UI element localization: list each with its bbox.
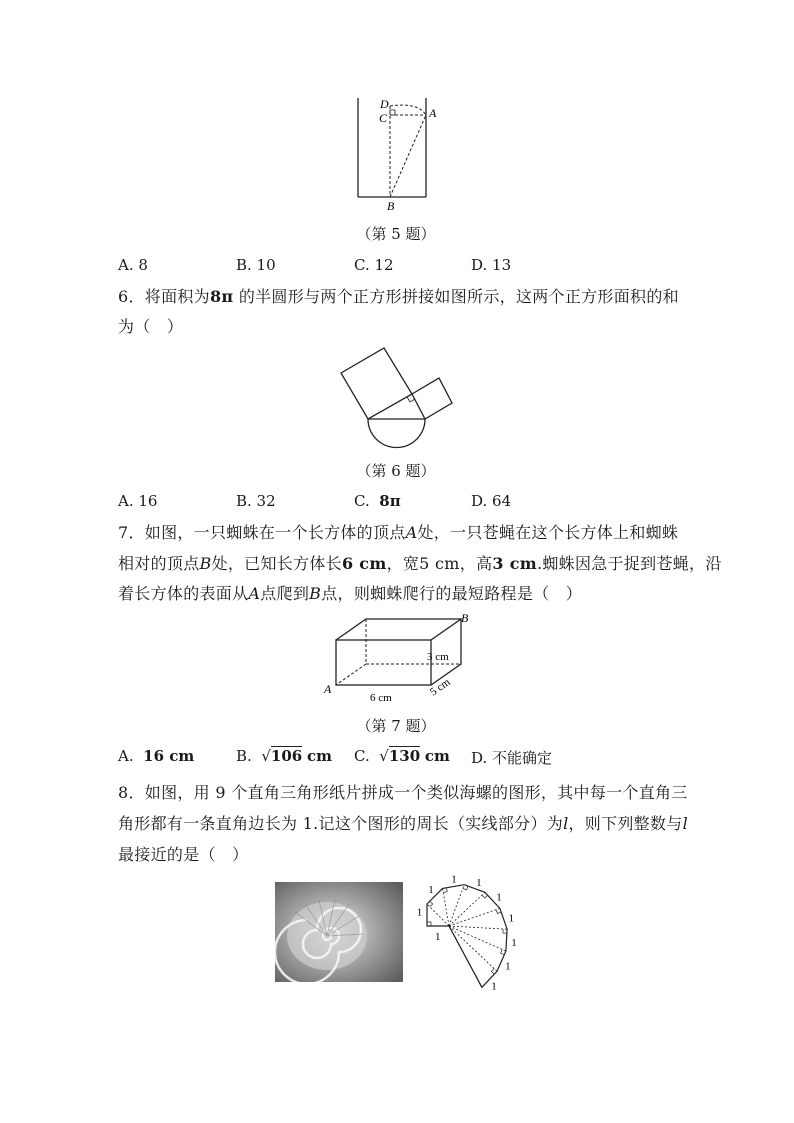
q7-option-b-radicand: 106 bbox=[270, 747, 303, 765]
q7-label-B: B bbox=[461, 611, 469, 625]
q8-var-l: l bbox=[563, 814, 569, 833]
q7-text-e: ，宽 bbox=[386, 554, 420, 573]
q5-figure bbox=[340, 92, 450, 217]
q7-option-c-unit: cm bbox=[424, 747, 450, 765]
spiral-edge-label: 1 bbox=[505, 960, 511, 973]
spiral-edge-label: 1 bbox=[511, 937, 517, 950]
q7-var-B2: B bbox=[309, 584, 322, 603]
q7-text-i: 点爬到 bbox=[260, 584, 310, 603]
q7-figure bbox=[320, 610, 480, 705]
q5-label-D: D bbox=[380, 97, 389, 111]
spiral-radius bbox=[449, 892, 485, 926]
q6-stem-line2: 为（ ） bbox=[118, 317, 184, 336]
q7-option-b-label: B. bbox=[236, 747, 252, 765]
q5-label-A: A bbox=[429, 106, 437, 120]
q7-option-b bbox=[236, 747, 332, 765]
q7-var-A: A bbox=[405, 523, 418, 542]
spiral-radius bbox=[449, 908, 500, 926]
spiral-edge-label: 1 bbox=[496, 891, 502, 904]
spiral-edge-label: 1 bbox=[428, 884, 434, 896]
spiral-radius bbox=[449, 926, 507, 929]
q7-stem-line3 bbox=[118, 581, 582, 604]
q7-text-j: 点，则蜘蛛爬行的最短路程是（ ） bbox=[321, 584, 583, 603]
q7-width: 5 cm bbox=[419, 554, 460, 573]
q7-option-a-value: 16 cm bbox=[143, 747, 195, 765]
q7-option-a-label: A. bbox=[118, 747, 134, 765]
q7-option-b-unit: cm bbox=[307, 747, 333, 765]
q7-option-c bbox=[354, 747, 450, 765]
q7-text-g: .蜘蛛因急于捉到苍蝇，沿 bbox=[536, 554, 722, 573]
sqrt-icon: √ bbox=[261, 747, 271, 765]
q6-stem-line1 bbox=[118, 284, 679, 307]
right-angle-mark bbox=[503, 929, 507, 933]
q7-option-d: D. 不能确定 bbox=[471, 749, 553, 767]
spiral-radius bbox=[449, 926, 497, 971]
spiral-radius bbox=[443, 888, 449, 926]
q7-height: 3 cm bbox=[492, 554, 537, 573]
q7-option-a bbox=[118, 747, 194, 765]
right-angle-mark bbox=[482, 895, 488, 898]
q7-stem-line1 bbox=[118, 520, 678, 543]
q7-text-f: ，高 bbox=[459, 554, 493, 573]
right-angle-mark bbox=[491, 969, 494, 975]
q8-stem-line3: 最接近的是（ ） bbox=[118, 845, 249, 864]
q7-label-width: 5 cm bbox=[427, 676, 453, 699]
q7-caption: （第 7 题） bbox=[356, 717, 436, 735]
q5-label-C: C bbox=[379, 111, 388, 125]
q6-caption: （第 6 题） bbox=[356, 462, 436, 480]
q7-stem-line2 bbox=[118, 551, 722, 574]
q7-label-length: 6 cm bbox=[370, 692, 392, 704]
spiral-edge-label: 1 bbox=[435, 931, 441, 943]
spiral-radius bbox=[427, 904, 449, 926]
q7-length: 6 cm bbox=[341, 554, 387, 573]
q8-spiral-figure bbox=[405, 868, 535, 998]
q6-option-a: A. 16 bbox=[118, 492, 158, 510]
q7-option-c-radicand: 130 bbox=[388, 747, 421, 765]
q5-caption: （第 5 题） bbox=[356, 225, 436, 243]
q7-var-B: B bbox=[199, 554, 212, 573]
spiral-edge-label: 1 bbox=[476, 876, 482, 889]
q6-option-c-value: 8π bbox=[379, 492, 401, 510]
q5-option-b: B. 10 bbox=[236, 256, 276, 274]
q8-var-l2: l bbox=[682, 814, 689, 833]
q7-label-height: 3 cm bbox=[427, 651, 449, 663]
q7-option-c-label: C. bbox=[354, 747, 370, 765]
q6-math-area: 8π bbox=[209, 287, 234, 306]
q6-option-b: B. 32 bbox=[236, 492, 276, 510]
q5-option-d: D. 13 bbox=[471, 256, 512, 274]
q8-stem-line2 bbox=[118, 811, 688, 834]
q6-option-c bbox=[354, 492, 401, 510]
q8-text-b: ，则下列整数与 bbox=[568, 814, 683, 833]
right-angle-mark bbox=[430, 901, 433, 907]
spiral-edge-label: 1 bbox=[491, 980, 497, 993]
sqrt-icon: √ bbox=[379, 747, 389, 765]
q6-figure bbox=[335, 340, 460, 452]
q6-text-b: 的半圆形与两个正方形拼接如图所示，这两个正方形面积的和 bbox=[233, 287, 679, 306]
q6-option-d: D. 64 bbox=[471, 492, 512, 510]
spiral-edge-label: 1 bbox=[508, 912, 514, 925]
spiral-edge-label: 1 bbox=[451, 873, 457, 886]
q7-text-d: 处，已知长方体长 bbox=[211, 554, 342, 573]
spiral-radius bbox=[449, 885, 464, 926]
nautilus-photo bbox=[275, 882, 403, 982]
spiral-edge-label: 1 bbox=[416, 906, 423, 919]
q7-var-A2: A bbox=[248, 584, 261, 603]
q6-option-c-label: C. bbox=[354, 492, 370, 510]
q7-text-a: 7．如图，一只蜘蛛在一个长方体的顶点 bbox=[118, 523, 406, 542]
q7-label-A: A bbox=[324, 682, 332, 696]
q5-option-a: A. 8 bbox=[118, 256, 148, 274]
q7-text-b: 处，一只苍蝇在这个长方体上和蜘蛛 bbox=[417, 523, 679, 542]
q7-text-c: 相对的顶点 bbox=[118, 554, 200, 573]
q8-text-a: 角形都有一条直角边长为 1.记这个图形的周长（实线部分）为 bbox=[118, 814, 564, 833]
spiral-triangles bbox=[417, 874, 517, 993]
q5-option-c: C. 12 bbox=[354, 256, 394, 274]
spiral-radius bbox=[449, 926, 506, 951]
q7-text-h: 着长方体的表面从 bbox=[118, 584, 249, 603]
q5-label-B: B bbox=[387, 199, 395, 213]
q8-stem-line1: 8．如图，用 9 个直角三角形纸片拼成一个类似海螺的图形，其中每一个直角三 bbox=[118, 783, 688, 802]
q6-text-a: 6．将面积为 bbox=[118, 287, 210, 306]
right-angle-mark bbox=[501, 950, 505, 955]
